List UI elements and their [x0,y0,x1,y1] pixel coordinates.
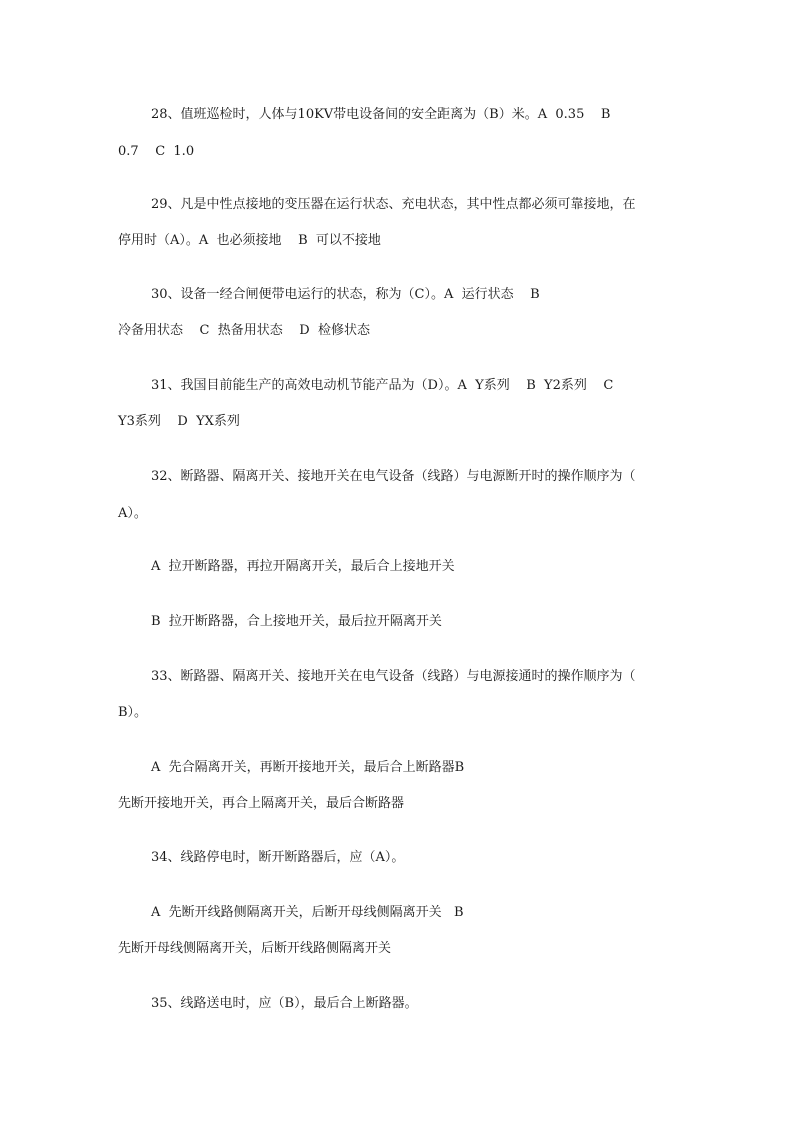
option-32-b: B 拉开断路器，合上接地开关，最后拉开隔离开关 [151,614,442,629]
option-34-b: 先断开母线侧隔离开关，后断开线路侧隔离开关 [118,941,392,956]
question-31-line-2: Y3系列 D YX系列 [118,414,240,429]
question-33-line-1: 33、断路器、隔离开关、接地开关在电气设备（线路）与电源接通时的操作顺序为（ [151,669,636,684]
question-28-line-2: 0.7 C 1.0 [118,144,195,159]
option-33-b: 先断开接地开关，再合上隔离开关，最后合断路器 [118,796,405,811]
question-34-line-1: 34、线路停电时，断开断路器后，应（A）。 [151,850,405,865]
question-35-line-1: 35、线路送电时，应（B），最后合上断路器。 [151,996,418,1011]
option-33-a: A 先合隔离开关，再断开接地开关，最后合上断路器B [151,760,465,775]
option-34-a: A 先断开线路侧隔离开关，后断开母线侧隔离开关 B [151,905,464,920]
question-33-line-2: B）。 [118,705,148,720]
question-29-line-2: 停用时（A）。A 也必须接地 B 可以不接地 [118,233,381,248]
question-30-line-2: 冷备用状态 C 热备用状态 D 检修状态 [118,323,370,338]
question-31-line-1: 31、我国目前能生产的高效电动机节能产品为（D）。A Y系列 B Y2系列 C [151,378,614,393]
option-32-a: A 拉开断路器，再拉开隔离开关，最后合上接地开关 [151,559,455,574]
question-30-line-1: 30、设备一经合闸便带电运行的状态，称为（C）。A 运行状态 B [151,287,540,302]
question-32-line-2: A）。 [118,506,147,521]
question-28-line-1: 28、值班巡检时，人体与10KV带电设备间的安全距离为（B）米。A 0.35 B [151,107,611,122]
question-32-line-1: 32、断路器、隔离开关、接地开关在电气设备（线路）与电源断开时的操作顺序为（ [151,469,636,484]
question-29-line-1: 29、凡是中性点接地的变压器在运行状态、充电状态，其中性点都必须可靠接地，在 [151,197,636,212]
